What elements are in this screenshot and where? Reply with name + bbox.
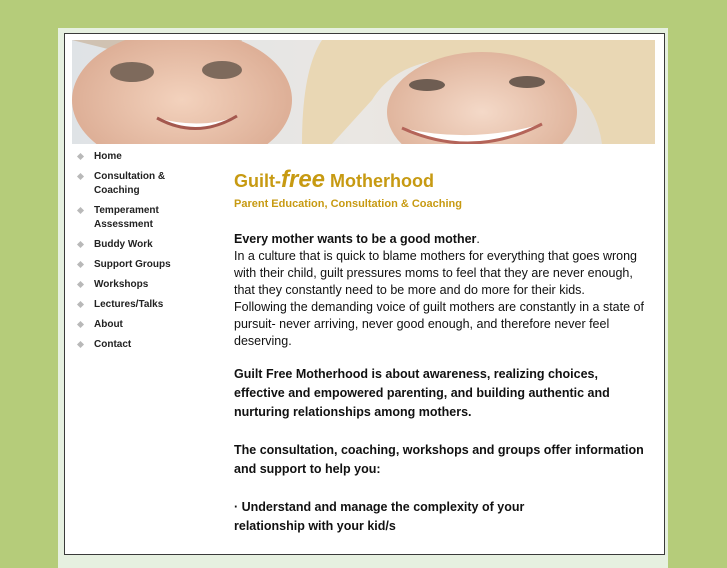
site-title-part1: Guilt- — [234, 171, 281, 191]
lead-period: . — [476, 232, 480, 246]
sidebar-item-contact[interactable] — [76, 338, 206, 352]
nav-link-workshops[interactable]: Workshops — [94, 279, 149, 290]
sidebar-item-buddy-work[interactable] — [76, 238, 206, 252]
sidebar-item-temperament-assessment[interactable] — [76, 204, 206, 232]
diamond-bullet-icon — [77, 153, 84, 160]
nav-link-contact[interactable]: Contact — [94, 339, 132, 350]
sidebar-item-consultation-coaching[interactable] — [76, 170, 206, 198]
bullet-item — [234, 498, 644, 536]
diamond-bullet-icon — [77, 207, 84, 214]
diamond-bullet-icon — [77, 281, 84, 288]
intro-paragraph — [234, 231, 644, 350]
nav-link-consultation-coaching[interactable]: Consultation & Coaching — [94, 171, 166, 196]
diamond-bullet-icon — [77, 301, 84, 308]
nav-link-home[interactable]: Home — [94, 151, 122, 162]
services-intro: The consultation, coaching, workshops and groups offer information and support to help you: — [234, 443, 644, 476]
nav-link-support-groups[interactable]: Support Groups — [94, 259, 171, 270]
sidebar-item-support-groups[interactable] — [76, 258, 206, 272]
sidebar-item-about[interactable] — [76, 318, 206, 332]
culture-text: In a culture that is quick to blame mothers for everything that goes wrong with their child, guilt pressures moms to feel that they are never enough, that they constantly need to be more and do more for their kids. — [234, 249, 637, 297]
diamond-bullet-icon — [77, 261, 84, 268]
site-title — [234, 165, 644, 196]
header-banner-photo — [72, 40, 655, 144]
sidebar-nav — [76, 150, 206, 358]
sidebar-item-lectures-talks[interactable] — [76, 298, 206, 312]
nav-link-buddy-work[interactable]: Buddy Work — [94, 239, 153, 250]
main-content — [234, 165, 644, 536]
bullet-line-2: relationship with your kid/s — [234, 519, 396, 533]
nav-link-about[interactable]: About — [94, 319, 123, 330]
diamond-bullet-icon — [77, 321, 84, 328]
site-subtitle: Parent Education, Consultation & Coaching — [234, 198, 462, 210]
mission-statement: Guilt Free Motherhood is about awareness, realizing choices, effective and empowered parenting, and building authentic and nurturing relationships among mothers. — [234, 367, 610, 419]
site-title-part2: Motherhood — [325, 171, 435, 191]
bullet-line-1: · Understand and manage the complexity of your — [234, 500, 525, 514]
sidebar-item-workshops[interactable] — [76, 278, 206, 292]
lead-sentence: Every mother wants to be a good mother — [234, 232, 477, 246]
mother-child-photo-icon — [72, 40, 655, 144]
nav-link-lectures-talks[interactable]: Lectures/Talks — [94, 299, 164, 310]
diamond-bullet-icon — [77, 341, 84, 348]
site-title-free: free — [281, 166, 326, 193]
diamond-bullet-icon — [77, 173, 84, 180]
nav-link-temperament-assessment[interactable]: Temperament Assessment — [94, 205, 159, 230]
sidebar-item-home[interactable] — [76, 150, 206, 164]
diamond-bullet-icon — [77, 241, 84, 248]
pursuit-text: Following the demanding voice of guilt mothers are constantly in a state of pursuit- never arriving, never good enough, and therefore never feel deserving. — [234, 300, 644, 348]
